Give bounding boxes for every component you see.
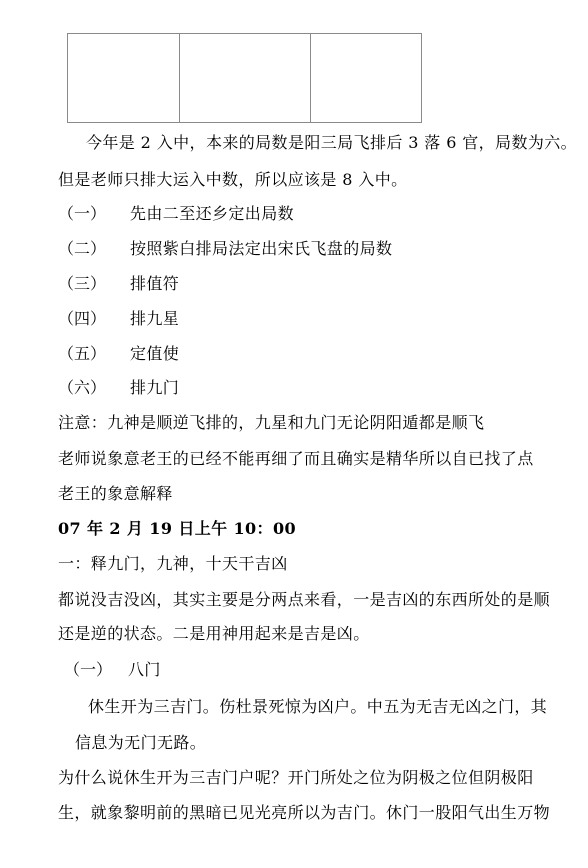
intro-line-1: 今年是 2 入中，本来的局数是阳三局飞排后 3 落 6 官，局数为六。: [86, 133, 578, 152]
note-line: 注意：九神是顺逆飞排的，九星和九门无论阴阳遁都是顺飞: [58, 413, 485, 432]
step-number: （三）: [58, 274, 107, 293]
teacher-line-1: 老师说象意老王的已经不能再细了而且确实是精华所以自已找了点: [58, 449, 534, 468]
paragraph-line: 信息为无门无路。: [75, 733, 207, 752]
step-text: 先由二至还乡定出局数: [130, 204, 295, 223]
intro-line-2: 但是老师只排大运入中数，所以应该是 8 入中。: [58, 170, 408, 189]
table-cell: [68, 34, 180, 123]
step-number: （四）: [58, 309, 107, 328]
paragraph-line: 休生开为三吉门。伤杜景死惊为凶户。中五为无吉无凶之门，其: [88, 697, 548, 716]
paragraph-line: 都说没吉没凶，其实主要是分两点来看，一是吉凶的东西所处的是顺: [58, 590, 551, 609]
step-number: （一）: [58, 204, 107, 223]
date-line: 07 年 2 月 19 日上午 10：00: [58, 519, 297, 538]
step-number: （六）: [58, 378, 107, 397]
section-heading: 一：释九门，九神，十天干吉凶: [58, 554, 288, 573]
sub-heading-text: 八门: [128, 660, 161, 679]
paragraph-line: 为什么说休生开为三吉门户呢？开门所处之位为阴极之位但阴极阳: [58, 768, 534, 787]
step-text: 排九门: [130, 378, 180, 397]
table-row: [68, 34, 422, 123]
table-cell: [180, 34, 311, 123]
step-text: 排九星: [130, 309, 180, 328]
paragraph-line: 还是逆的状态。二是用神用起来是吉是凶。: [58, 624, 370, 643]
step-text: 排值符: [130, 274, 180, 293]
step-number: （二）: [58, 239, 107, 258]
sub-heading-number: （一）: [64, 660, 113, 679]
empty-table: [67, 33, 422, 123]
teacher-line-2: 老王的象意解释: [58, 484, 173, 503]
step-number: （五）: [58, 344, 107, 363]
table-cell: [311, 34, 422, 123]
step-text: 按照紫白排局法定出宋氏飞盘的局数: [130, 239, 393, 258]
paragraph-line: 生，就象黎明前的黑暗已见光亮所以为吉门。休门一股阳气出生万物: [58, 803, 551, 822]
step-text: 定值使: [130, 344, 180, 363]
